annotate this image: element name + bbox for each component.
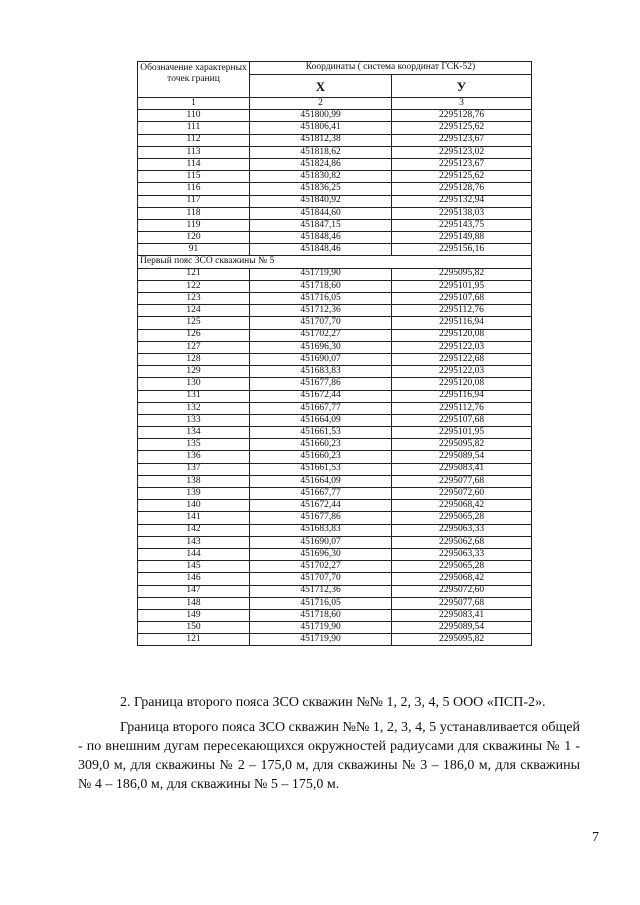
y-coordinate-cell: 2295122,03 bbox=[392, 341, 532, 353]
table-row bbox=[138, 317, 532, 329]
x-coordinate-cell: 451702,27 bbox=[250, 329, 392, 341]
table-row bbox=[138, 634, 532, 646]
table-row bbox=[138, 232, 532, 244]
x-coordinate-cell: 451667,77 bbox=[250, 402, 392, 414]
point-number-cell: 124 bbox=[138, 305, 250, 317]
x-coordinate-cell: 451818,62 bbox=[250, 146, 392, 158]
x-coordinate-cell: 451719,90 bbox=[250, 622, 392, 634]
x-coordinate-cell: 451696,30 bbox=[250, 548, 392, 560]
x-coordinate-cell: 451800,99 bbox=[250, 110, 392, 122]
y-coordinate-cell: 2295156,16 bbox=[392, 244, 532, 256]
table-row bbox=[138, 268, 532, 280]
y-coordinate-cell: 2295089,54 bbox=[392, 622, 532, 634]
table-row bbox=[138, 475, 532, 487]
y-coordinate-cell: 2295116,94 bbox=[392, 390, 532, 402]
header-point-designation: Обозначение характерных точек границ bbox=[138, 62, 250, 98]
table-row bbox=[138, 219, 532, 231]
table-row bbox=[138, 439, 532, 451]
table-row bbox=[138, 122, 532, 134]
table-body-b bbox=[138, 268, 532, 646]
table-row bbox=[138, 451, 532, 463]
table-row bbox=[138, 585, 532, 597]
y-coordinate-cell: 2295065,28 bbox=[392, 561, 532, 573]
page-number: 7 bbox=[592, 830, 599, 845]
x-coordinate-cell: 451712,36 bbox=[250, 305, 392, 317]
y-coordinate-cell: 2295068,42 bbox=[392, 500, 532, 512]
header-coordinates: Координаты ( система координат ГСК-52) bbox=[250, 62, 532, 75]
point-number-cell: 150 bbox=[138, 622, 250, 634]
x-coordinate-cell: 451716,05 bbox=[250, 597, 392, 609]
table-row bbox=[138, 134, 532, 146]
table-body-a bbox=[138, 110, 532, 256]
x-coordinate-cell: 451661,53 bbox=[250, 427, 392, 439]
y-coordinate-cell: 2295128,76 bbox=[392, 110, 532, 122]
y-coordinate-cell: 2295107,68 bbox=[392, 414, 532, 426]
point-number-cell: 143 bbox=[138, 536, 250, 548]
x-coordinate-cell: 451707,70 bbox=[250, 317, 392, 329]
point-number-cell: 122 bbox=[138, 280, 250, 292]
y-coordinate-cell: 2295095,82 bbox=[392, 439, 532, 451]
x-coordinate-cell: 451806,41 bbox=[250, 122, 392, 134]
coordinates-table bbox=[137, 61, 532, 646]
y-coordinate-cell: 2295062,68 bbox=[392, 536, 532, 548]
point-number-cell: 148 bbox=[138, 597, 250, 609]
x-coordinate-cell: 451719,90 bbox=[250, 268, 392, 280]
point-number-cell: 136 bbox=[138, 451, 250, 463]
column-numbering-row bbox=[138, 98, 532, 110]
point-number-cell: 91 bbox=[138, 244, 250, 256]
point-number-cell: 134 bbox=[138, 427, 250, 439]
x-coordinate-cell: 451661,53 bbox=[250, 463, 392, 475]
point-number-cell: 145 bbox=[138, 561, 250, 573]
table-row bbox=[138, 622, 532, 634]
point-number-cell: 119 bbox=[138, 219, 250, 231]
point-number-cell: 139 bbox=[138, 488, 250, 500]
table-row bbox=[138, 341, 532, 353]
point-number-cell: 132 bbox=[138, 402, 250, 414]
x-coordinate-cell: 451690,07 bbox=[250, 536, 392, 548]
point-number-cell: 130 bbox=[138, 378, 250, 390]
y-coordinate-cell: 2295072,60 bbox=[392, 488, 532, 500]
point-number-cell: 142 bbox=[138, 524, 250, 536]
x-coordinate-cell: 451702,27 bbox=[250, 561, 392, 573]
table-row bbox=[138, 366, 532, 378]
table-row bbox=[138, 183, 532, 195]
point-number-cell: 135 bbox=[138, 439, 250, 451]
x-coordinate-cell: 451683,83 bbox=[250, 366, 392, 378]
y-coordinate-cell: 2295107,68 bbox=[392, 293, 532, 305]
y-coordinate-cell: 2295083,41 bbox=[392, 609, 532, 621]
point-number-cell: 112 bbox=[138, 134, 250, 146]
section-title: Первый пояс ЗСО скважины № 5 bbox=[138, 256, 532, 268]
x-coordinate-cell: 451677,86 bbox=[250, 512, 392, 524]
y-coordinate-cell: 2295072,60 bbox=[392, 585, 532, 597]
table-row bbox=[138, 171, 532, 183]
point-number-cell: 144 bbox=[138, 548, 250, 560]
y-coordinate-cell: 2295122,03 bbox=[392, 366, 532, 378]
point-number-cell: 126 bbox=[138, 329, 250, 341]
x-coordinate-cell: 451660,23 bbox=[250, 451, 392, 463]
y-coordinate-cell: 2295068,42 bbox=[392, 573, 532, 585]
x-coordinate-cell: 451830,82 bbox=[250, 171, 392, 183]
y-coordinate-cell: 2295095,82 bbox=[392, 634, 532, 646]
y-coordinate-cell: 2295077,68 bbox=[392, 475, 532, 487]
x-coordinate-cell: 451836,25 bbox=[250, 183, 392, 195]
header-x: X bbox=[250, 75, 392, 98]
y-coordinate-cell: 2295083,41 bbox=[392, 463, 532, 475]
x-coordinate-cell: 451847,15 bbox=[250, 219, 392, 231]
y-coordinate-cell: 2295065,28 bbox=[392, 512, 532, 524]
x-coordinate-cell: 451848,46 bbox=[250, 232, 392, 244]
y-coordinate-cell: 2295123,67 bbox=[392, 158, 532, 170]
y-coordinate-cell: 2295077,68 bbox=[392, 597, 532, 609]
point-number-cell: 125 bbox=[138, 317, 250, 329]
y-coordinate-cell: 2295132,94 bbox=[392, 195, 532, 207]
point-number-cell: 128 bbox=[138, 353, 250, 365]
y-coordinate-cell: 2295116,94 bbox=[392, 317, 532, 329]
y-coordinate-cell: 2295120,08 bbox=[392, 329, 532, 341]
table-row bbox=[138, 158, 532, 170]
x-coordinate-cell: 451840,92 bbox=[250, 195, 392, 207]
x-coordinate-cell: 451707,70 bbox=[250, 573, 392, 585]
y-coordinate-cell: 2295112,76 bbox=[392, 305, 532, 317]
point-number-cell: 129 bbox=[138, 366, 250, 378]
point-number-cell: 111 bbox=[138, 122, 250, 134]
table-row bbox=[138, 110, 532, 122]
table-row bbox=[138, 414, 532, 426]
x-coordinate-cell: 451718,60 bbox=[250, 280, 392, 292]
table-row bbox=[138, 500, 532, 512]
table-row bbox=[138, 561, 532, 573]
table-row bbox=[138, 524, 532, 536]
x-coordinate-cell: 451660,23 bbox=[250, 439, 392, 451]
x-coordinate-cell: 451844,60 bbox=[250, 207, 392, 219]
point-number-cell: 133 bbox=[138, 414, 250, 426]
point-number-cell: 138 bbox=[138, 475, 250, 487]
point-number-cell: 116 bbox=[138, 183, 250, 195]
paragraph-body: Граница второго пояса ЗСО скважин №№ 1, 2, 3, 4, 5 устанавливается общей - по внешним дугам пересекающихся окружностей радиусами для скважины № 1 - 309,0 м, для скважины № 2 – 175,0 м, для скважины № 3 – 186,0 м, для скважины № 4 – 186,0 м, для скважины № 5 – 175,0 м. bbox=[78, 720, 580, 792]
y-coordinate-cell: 2295101,95 bbox=[392, 427, 532, 439]
point-number-cell: 147 bbox=[138, 585, 250, 597]
table-row bbox=[138, 293, 532, 305]
x-coordinate-cell: 451848,46 bbox=[250, 244, 392, 256]
table-row bbox=[138, 353, 532, 365]
point-number-cell: 120 bbox=[138, 232, 250, 244]
table-row bbox=[138, 207, 532, 219]
table-row bbox=[138, 512, 532, 524]
point-number-cell: 121 bbox=[138, 634, 250, 646]
table-row bbox=[138, 402, 532, 414]
point-number-cell: 114 bbox=[138, 158, 250, 170]
point-number-cell: 115 bbox=[138, 171, 250, 183]
y-coordinate-cell: 2295128,76 bbox=[392, 183, 532, 195]
table-row bbox=[138, 573, 532, 585]
y-coordinate-cell: 2295149,88 bbox=[392, 232, 532, 244]
table-row bbox=[138, 195, 532, 207]
header-y: У bbox=[392, 75, 532, 98]
table-row bbox=[138, 280, 532, 292]
table-row bbox=[138, 146, 532, 158]
point-number-cell: 117 bbox=[138, 195, 250, 207]
point-number-cell: 140 bbox=[138, 500, 250, 512]
y-coordinate-cell: 2295101,95 bbox=[392, 280, 532, 292]
y-coordinate-cell: 2295095,82 bbox=[392, 268, 532, 280]
y-coordinate-cell: 2295089,54 bbox=[392, 451, 532, 463]
x-coordinate-cell: 451824,86 bbox=[250, 158, 392, 170]
table-row bbox=[138, 390, 532, 402]
y-coordinate-cell: 2295112,76 bbox=[392, 402, 532, 414]
point-number-cell: 123 bbox=[138, 293, 250, 305]
y-coordinate-cell: 2295063,33 bbox=[392, 548, 532, 560]
table-row bbox=[138, 536, 532, 548]
x-coordinate-cell: 451696,30 bbox=[250, 341, 392, 353]
y-coordinate-cell: 2295123,02 bbox=[392, 146, 532, 158]
point-number-cell: 113 bbox=[138, 146, 250, 158]
x-coordinate-cell: 451672,44 bbox=[250, 390, 392, 402]
table-row bbox=[138, 548, 532, 560]
x-coordinate-cell: 451712,36 bbox=[250, 585, 392, 597]
y-coordinate-cell: 2295122,68 bbox=[392, 353, 532, 365]
table-row bbox=[138, 609, 532, 621]
y-coordinate-cell: 2295120,08 bbox=[392, 378, 532, 390]
x-coordinate-cell: 451812,38 bbox=[250, 134, 392, 146]
point-number-cell: 149 bbox=[138, 609, 250, 621]
point-number-cell: 121 bbox=[138, 268, 250, 280]
table-row bbox=[138, 244, 532, 256]
point-number-cell: 146 bbox=[138, 573, 250, 585]
y-coordinate-cell: 2295143,75 bbox=[392, 219, 532, 231]
table-row bbox=[138, 378, 532, 390]
column-number-3: 3 bbox=[392, 98, 532, 110]
x-coordinate-cell: 451716,05 bbox=[250, 293, 392, 305]
point-number-cell: 118 bbox=[138, 207, 250, 219]
y-coordinate-cell: 2295125,62 bbox=[392, 171, 532, 183]
table-row bbox=[138, 488, 532, 500]
x-coordinate-cell: 451683,83 bbox=[250, 524, 392, 536]
column-number-1: 1 bbox=[138, 98, 250, 110]
y-coordinate-cell: 2295138,03 bbox=[392, 207, 532, 219]
paragraph-heading: 2. Граница второго пояса ЗСО скважин №№ 1, 2, 3, 4, 5 ООО «ПСП-2». bbox=[120, 695, 546, 710]
table-row bbox=[138, 305, 532, 317]
y-coordinate-cell: 2295123,67 bbox=[392, 134, 532, 146]
table-row bbox=[138, 427, 532, 439]
x-coordinate-cell: 451667,77 bbox=[250, 488, 392, 500]
table-row bbox=[138, 597, 532, 609]
point-number-cell: 131 bbox=[138, 390, 250, 402]
column-number-2: 2 bbox=[250, 98, 392, 110]
table-row bbox=[138, 329, 532, 341]
x-coordinate-cell: 451672,44 bbox=[250, 500, 392, 512]
x-coordinate-cell: 451664,09 bbox=[250, 475, 392, 487]
section-row bbox=[138, 256, 532, 268]
point-number-cell: 137 bbox=[138, 463, 250, 475]
x-coordinate-cell: 451664,09 bbox=[250, 414, 392, 426]
x-coordinate-cell: 451719,90 bbox=[250, 634, 392, 646]
y-coordinate-cell: 2295063,33 bbox=[392, 524, 532, 536]
x-coordinate-cell: 451718,60 bbox=[250, 609, 392, 621]
x-coordinate-cell: 451677,86 bbox=[250, 378, 392, 390]
point-number-cell: 110 bbox=[138, 110, 250, 122]
point-number-cell: 141 bbox=[138, 512, 250, 524]
x-coordinate-cell: 451690,07 bbox=[250, 353, 392, 365]
point-number-cell: 127 bbox=[138, 341, 250, 353]
table-row bbox=[138, 463, 532, 475]
y-coordinate-cell: 2295125,62 bbox=[392, 122, 532, 134]
